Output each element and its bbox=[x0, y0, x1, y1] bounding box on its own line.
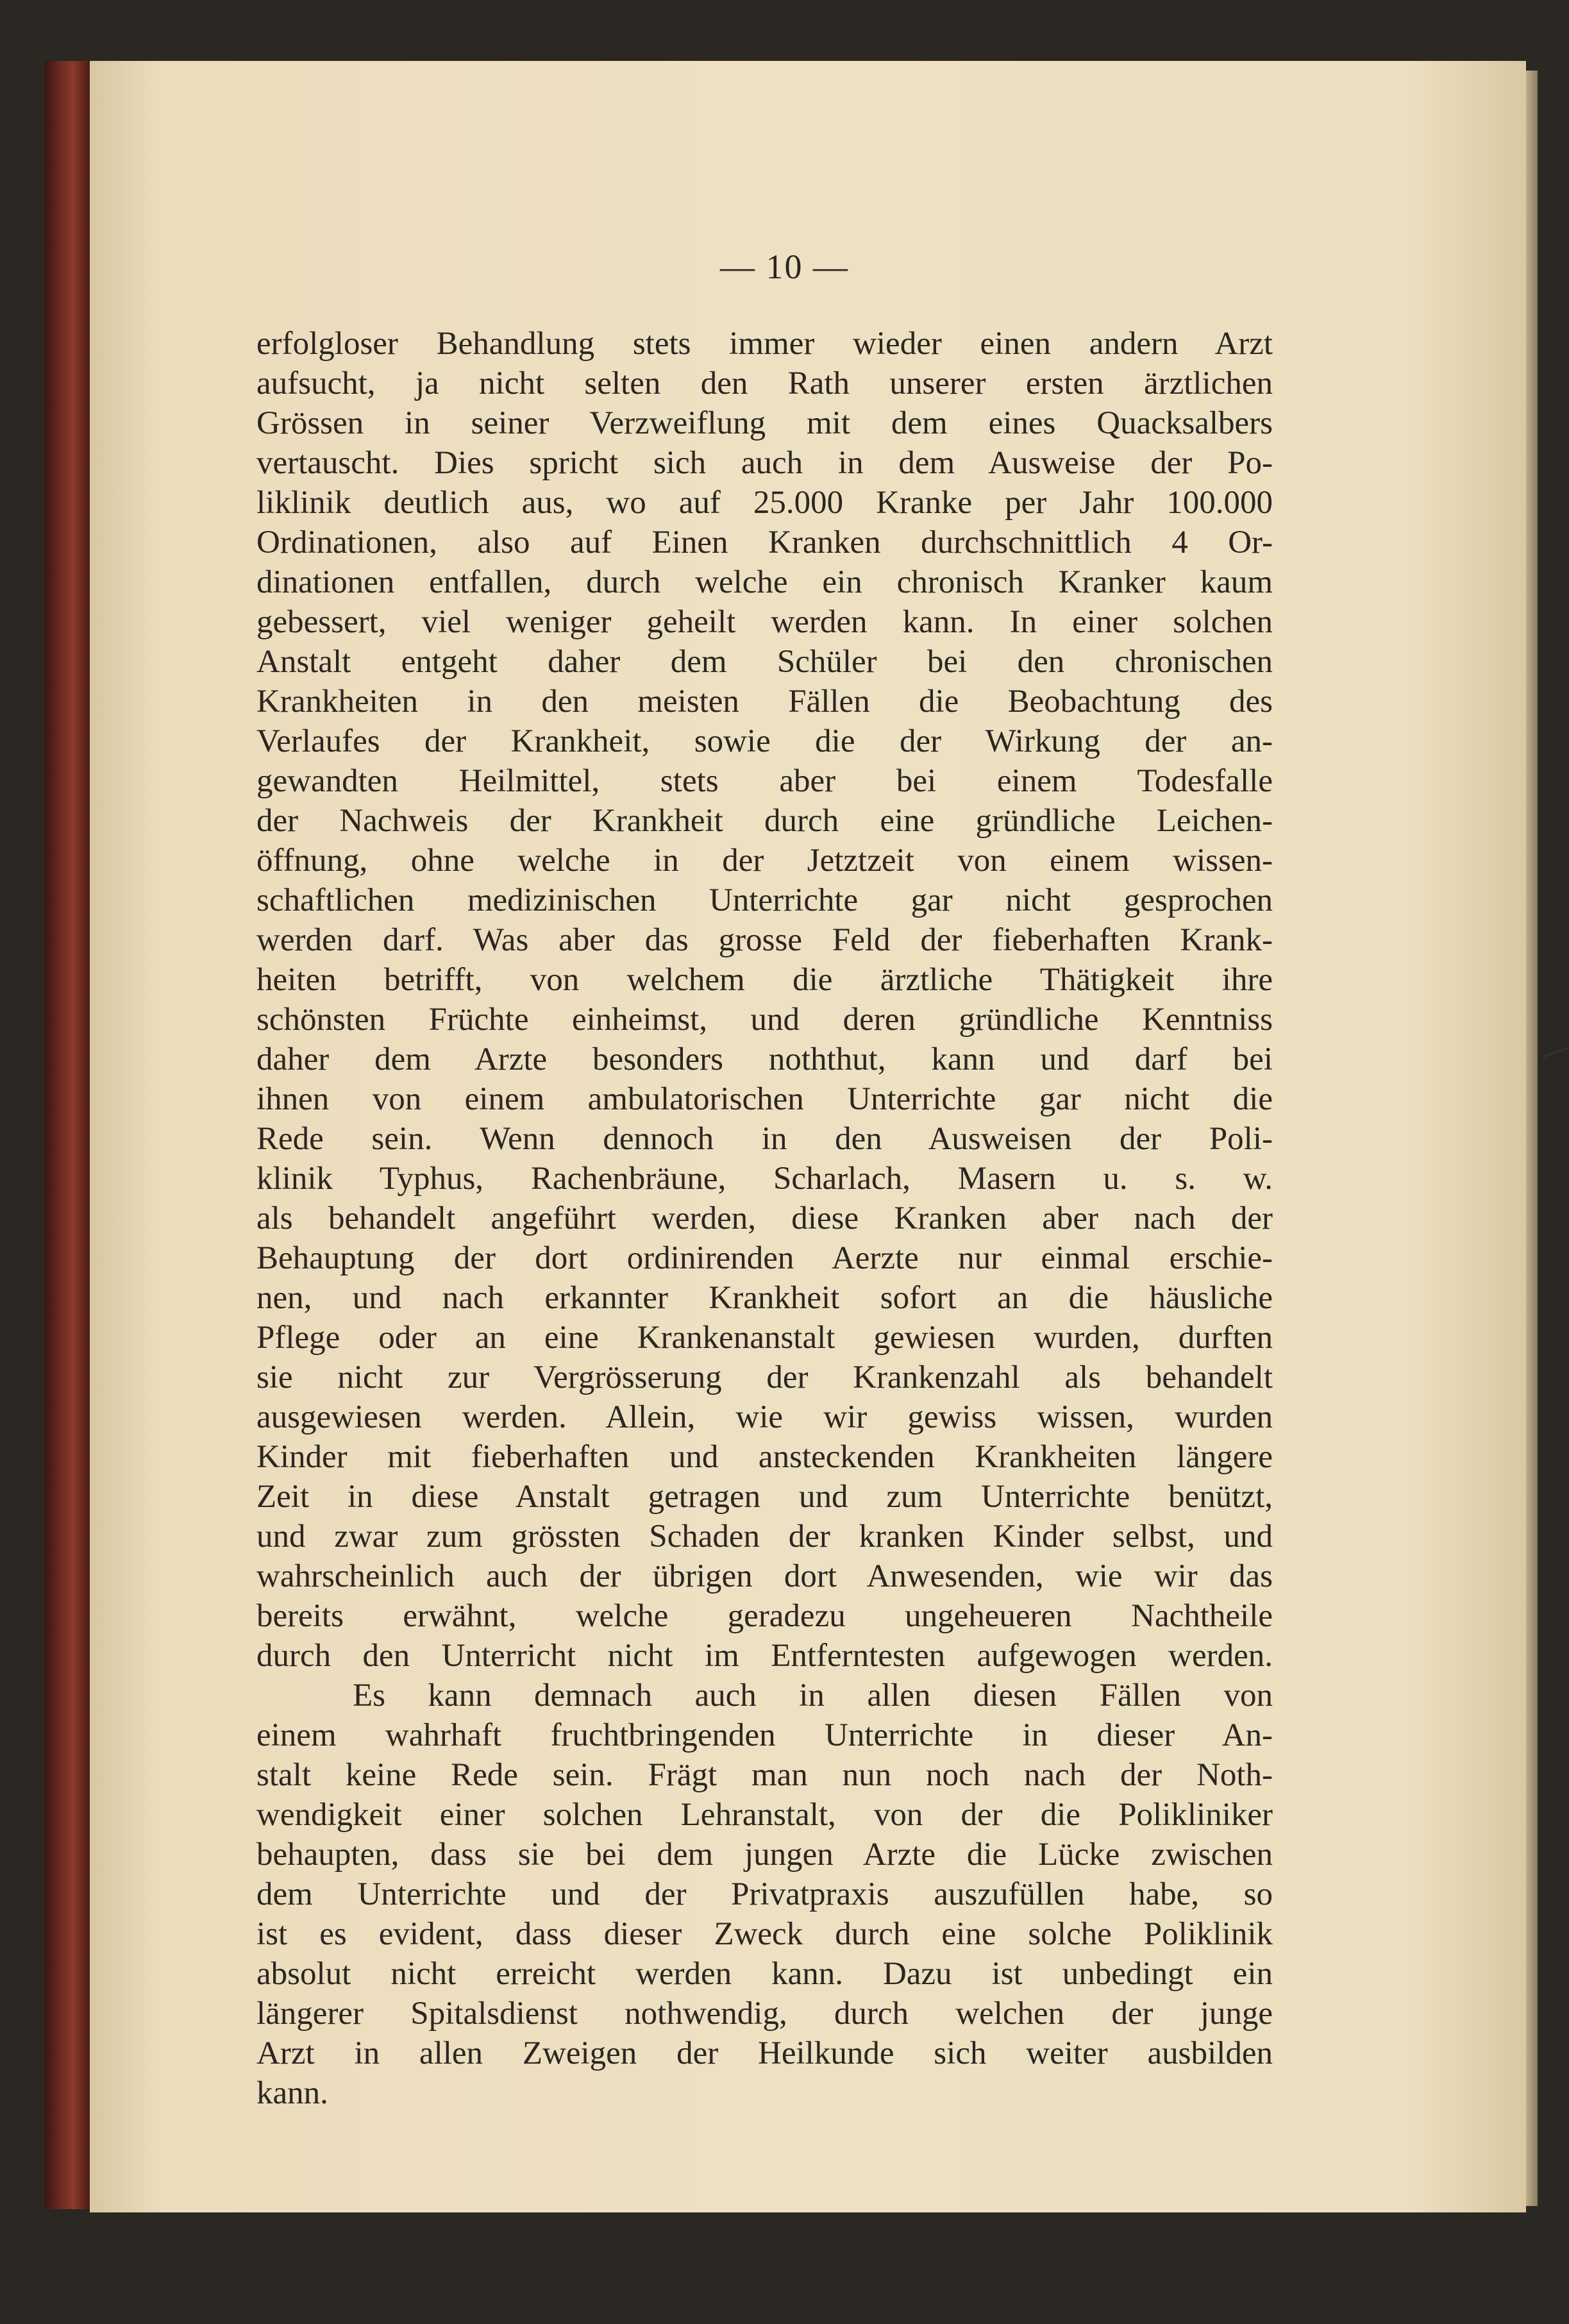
text-line: längerer Spitalsdienst nothwendig, durch welchen der junge bbox=[256, 1996, 1273, 2032]
text-line: Arzt in allen Zweigen der Heilkunde sich weiter ausbilden bbox=[256, 2035, 1273, 2071]
text-line: stalt keine Rede sein. Frägt man nun noch nach der Noth- bbox=[256, 1757, 1273, 1793]
text-line: behaupten, dass sie bei dem jungen Arzte die Lücke zwischen bbox=[256, 1837, 1273, 1873]
text-line: Verlaufes der Krankheit, sowie die der Wirkung der an- bbox=[256, 723, 1273, 759]
text-line: gebessert, viel weniger geheilt werden kann. In einer solchen bbox=[256, 604, 1273, 640]
text-line: bereits erwähnt, welche geradezu ungeheueren Nachtheile bbox=[256, 1598, 1273, 1634]
text-line: Ordinationen, also auf Einen Kranken durchschnittlich 4 Or- bbox=[256, 525, 1273, 560]
text-line: werden darf. Was aber das grosse Feld der fieberhaften Krank- bbox=[256, 922, 1273, 958]
page-number: — 10 — bbox=[720, 248, 849, 286]
text-line: ist es evident, dass dieser Zweck durch eine solche Poliklinik bbox=[256, 1916, 1273, 1952]
text-line: ihnen von einem ambulatorischen Unterrichte gar nicht die bbox=[256, 1081, 1273, 1117]
page-edge bbox=[1526, 71, 1538, 2206]
book-binding bbox=[45, 61, 96, 2209]
text-line: einem wahrhaft fruchtbringenden Unterrichte in dieser An- bbox=[256, 1717, 1273, 1753]
text-line: schönsten Früchte einheimst, und deren gründliche Kenntniss bbox=[256, 1002, 1273, 1038]
text-line: erfolgloser Behandlung stets immer wieder einen andern Arzt bbox=[256, 326, 1273, 362]
body-text bbox=[256, 324, 1273, 2113]
text-line: daher dem Arzte besonders noththut, kann und darf bei bbox=[256, 1041, 1273, 1077]
text-line: Es kann demnach auch in allen diesen Fällen von bbox=[353, 1678, 1273, 1714]
text-line: liklinik deutlich aus, wo auf 25.000 Kranke per Jahr 100.000 bbox=[256, 485, 1273, 521]
text-line: aufsucht, ja nicht selten den Rath unserer ersten ärztlichen bbox=[256, 366, 1273, 401]
text-line: Grössen in seiner Verzweiflung mit dem eines Quacksalbers bbox=[256, 405, 1273, 441]
text-line: wahrscheinlich auch der übrigen dort Anwesenden, wie wir das bbox=[256, 1558, 1273, 1594]
paragraph-2 bbox=[256, 1676, 1273, 2113]
text-line: Anstalt entgeht daher dem Schüler bei den chronischen bbox=[256, 644, 1273, 680]
text-line: Krankheiten in den meisten Fällen die Beobachtung des bbox=[256, 684, 1273, 720]
text-line: Rede sein. Wenn dennoch in den Ausweisen der Poli- bbox=[256, 1121, 1273, 1157]
text-line: wendigkeit einer solchen Lehranstalt, von der die Polikliniker bbox=[256, 1797, 1273, 1833]
text-line: Kinder mit fieberhaften und ansteckenden Krankheiten längere bbox=[256, 1439, 1273, 1475]
text-line: heiten betrifft, von welchem die ärztliche Thätigkeit ihre bbox=[256, 962, 1273, 998]
paragraph-1 bbox=[256, 324, 1273, 1676]
text-line: dinationen entfallen, durch welche ein chronisch Kranker kaum bbox=[256, 564, 1273, 600]
text-line: schaftlichen medizinischen Unterrichte gar nicht gesprochen bbox=[256, 882, 1273, 918]
text-line: Behauptung der dort ordinirenden Aerzte nur einmal erschie- bbox=[256, 1240, 1273, 1276]
text-line: absolut nicht erreicht werden kann. Dazu ist unbedingt ein bbox=[256, 1956, 1273, 1992]
text-line: kann. bbox=[256, 2075, 328, 2111]
text-line: Zeit in diese Anstalt getragen und zum Unterrichte benützt, bbox=[256, 1479, 1273, 1515]
text-line: öffnung, ohne welche in der Jetztzeit von einem wissen- bbox=[256, 843, 1273, 879]
text-line: der Nachweis der Krankheit durch eine gründliche Leichen- bbox=[256, 803, 1273, 839]
text-line: durch den Unterricht nicht im Entferntesten aufgewogen werden. bbox=[256, 1638, 1273, 1674]
text-line: und zwar zum grössten Schaden der kranken Kinder selbst, und bbox=[256, 1519, 1273, 1554]
text-line: Pflege oder an eine Krankenanstalt gewiesen wurden, durften bbox=[256, 1320, 1273, 1356]
text-line: als behandelt angeführt werden, diese Kranken aber nach der bbox=[256, 1200, 1273, 1236]
text-line: gewandten Heilmittel, stets aber bei einem Todesfalle bbox=[256, 763, 1273, 799]
text-line: sie nicht zur Vergrösserung der Krankenzahl als behandelt bbox=[256, 1360, 1273, 1395]
text-line: dem Unterrichte und der Privatpraxis auszufüllen habe, so bbox=[256, 1876, 1273, 1912]
text-line: nen, und nach erkannter Krankheit sofort an die häusliche bbox=[256, 1280, 1273, 1316]
text-line: ausgewiesen werden. Allein, wie wir gewiss wissen, wurden bbox=[256, 1399, 1273, 1435]
text-line: vertauscht. Dies spricht sich auch in dem Ausweise der Po- bbox=[256, 445, 1273, 481]
text-line: klinik Typhus, Rachenbräune, Scharlach, Masern u. s. w. bbox=[256, 1161, 1273, 1197]
